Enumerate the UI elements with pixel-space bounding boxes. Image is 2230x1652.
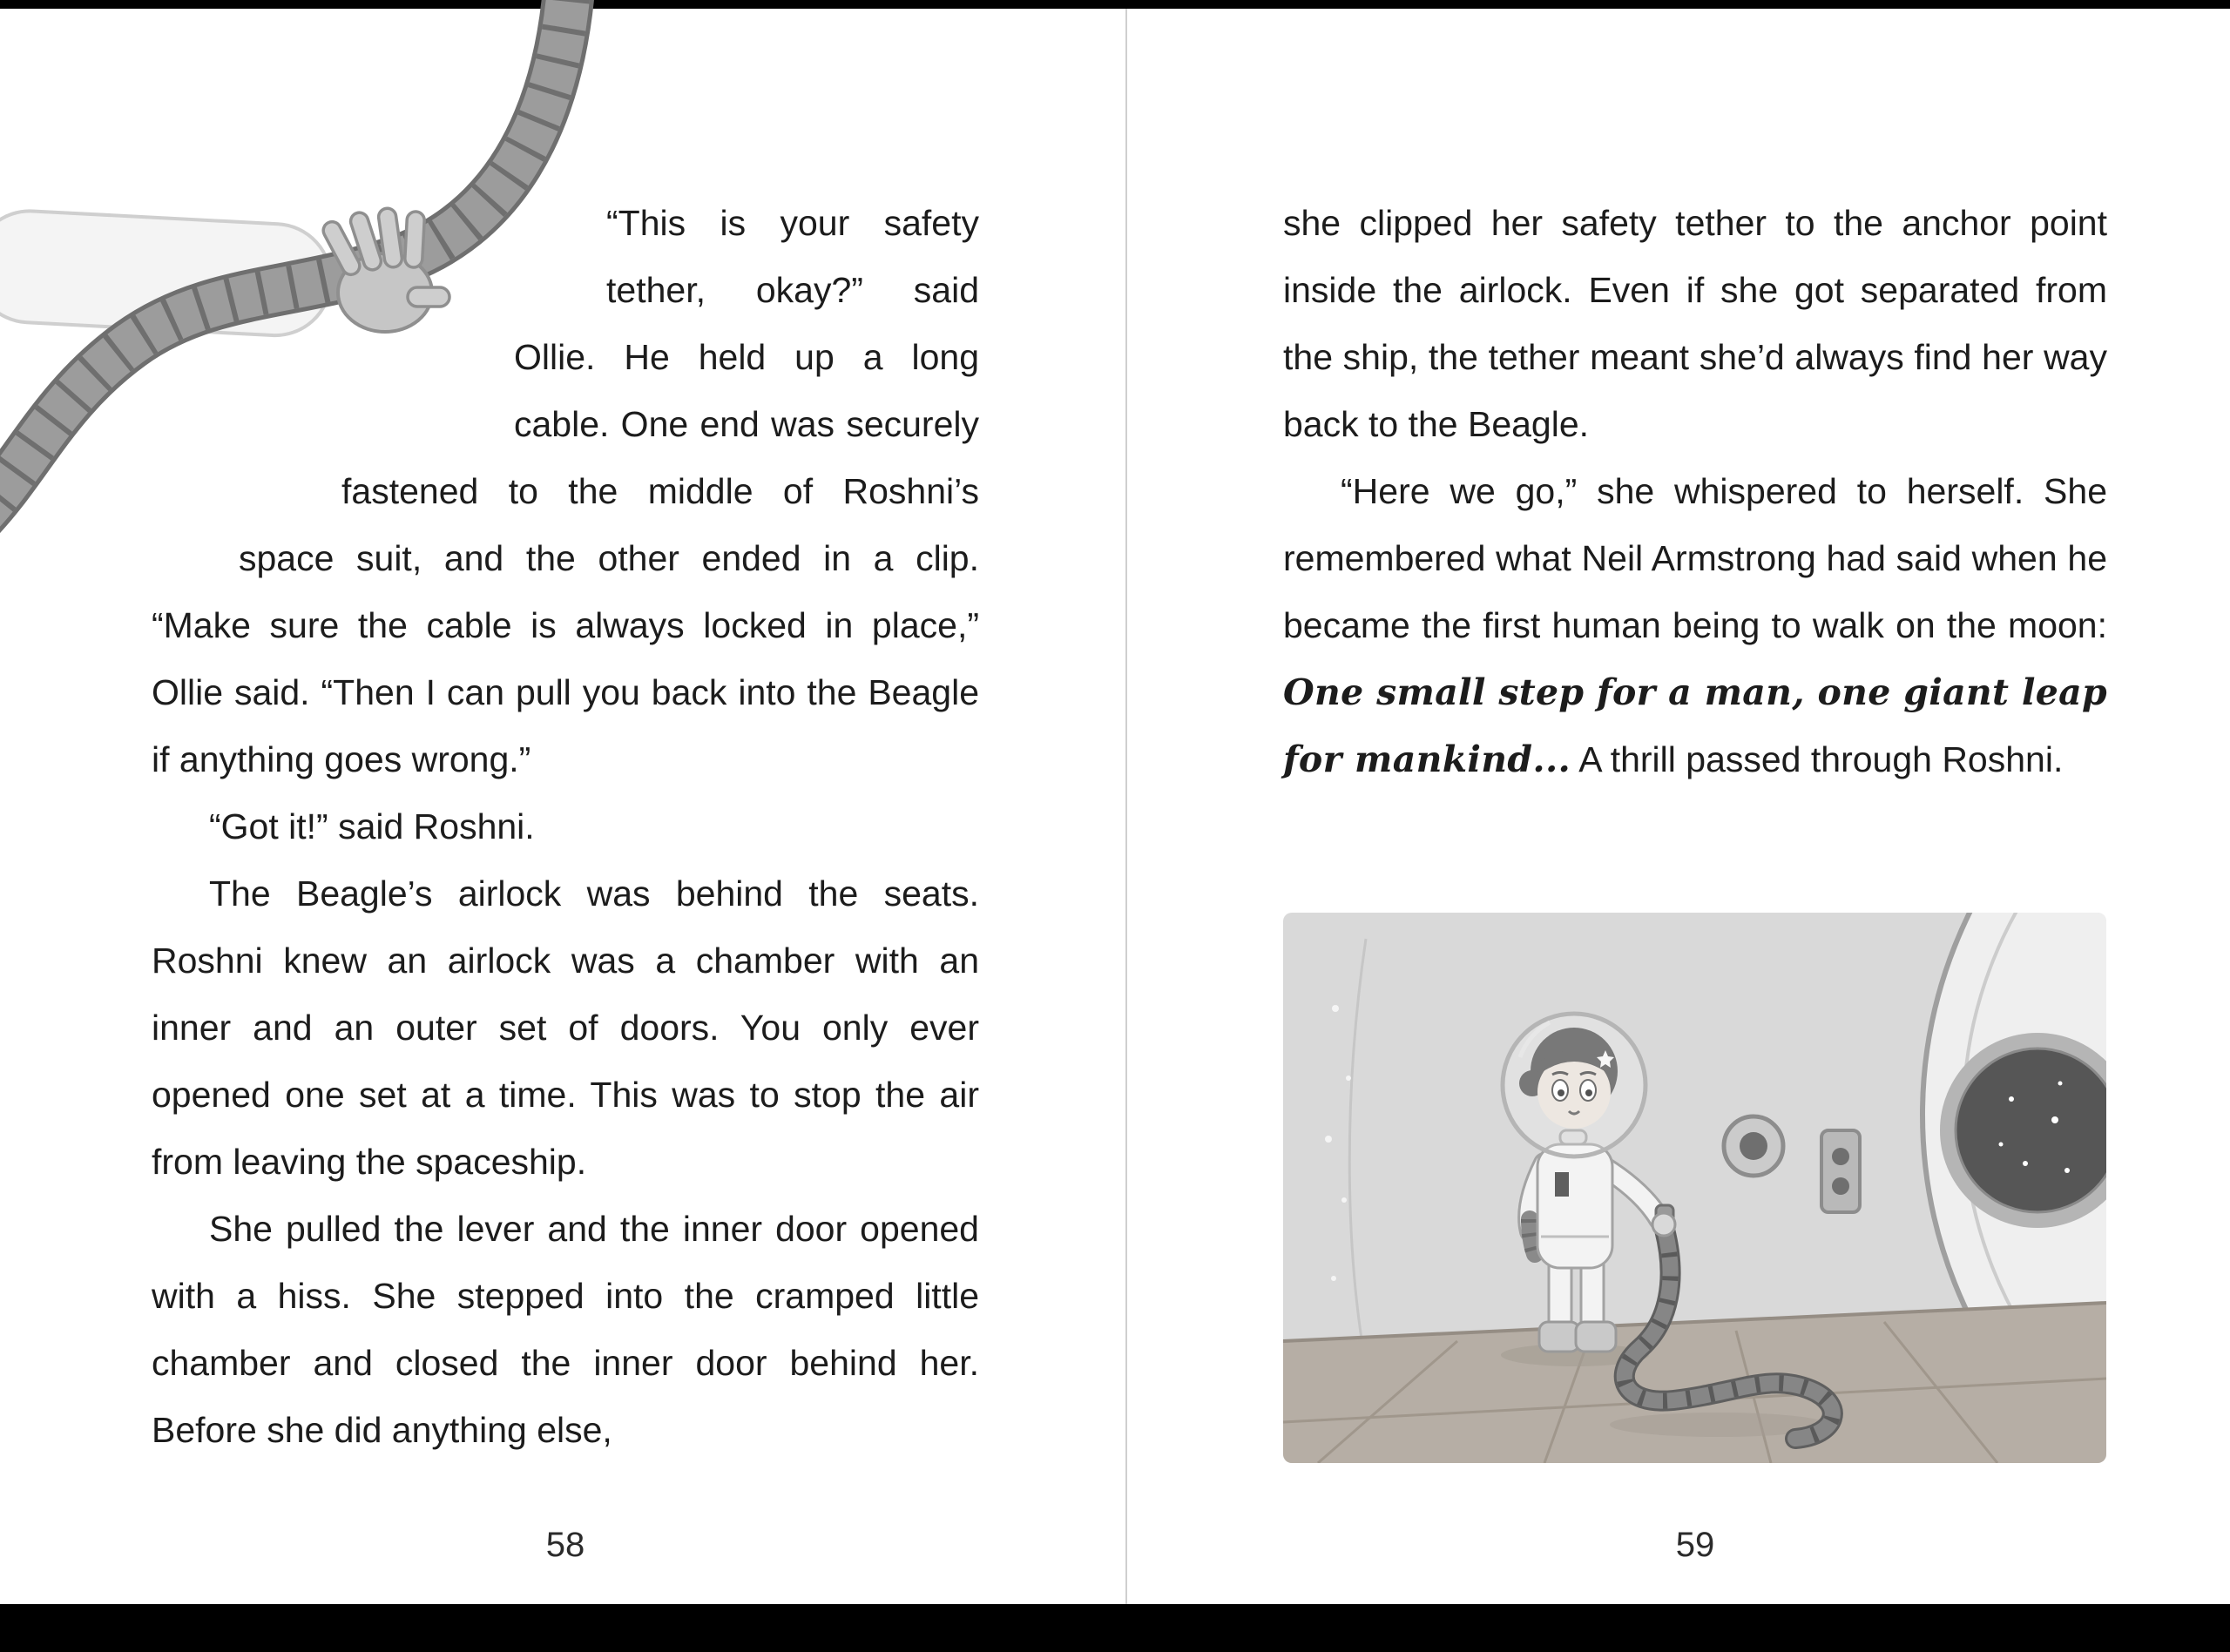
astronaut-chest-badge <box>1555 1172 1569 1197</box>
astronaut-right-boot <box>1576 1322 1616 1352</box>
photo-frame-top-bar <box>0 0 2230 9</box>
book-page-right <box>1127 9 2230 1604</box>
left-page-text-column <box>152 190 979 1464</box>
armstrong-quote: One small step for a man, one giant leap for mankind... <box>1283 671 2107 780</box>
photo-frame-bottom-bar <box>0 1604 2230 1652</box>
paragraph-clipped-tether: she clipped her safety tether to the anchor point inside the airlock. Even if she got separated from the ship, the tether meant she’d always find her way back to the Beagle. <box>1283 203 2107 444</box>
page-number-right: 59 <box>1675 1526 1715 1564</box>
paragraph-safety-tether: “This is your safety tether, okay?” said Ollie. He held up a long cable. One end was securely fastened to the middle of Roshni’s space suit, and the other ended in a clip. “Make sure the cable is always locked in place,” Ollie said. “Then I can pull you back into the Beagle if anything goes wrong.” <box>152 203 979 779</box>
control-panel <box>1821 1130 1860 1212</box>
page-number-left: 58 <box>545 1526 585 1564</box>
right-page-text-column <box>1283 190 2107 793</box>
book-page-left <box>0 9 1125 1604</box>
astronaut-torso <box>1537 1144 1612 1268</box>
astronaut-left-boot <box>1539 1322 1579 1352</box>
astronaut-right-hand <box>1652 1213 1675 1236</box>
anchor-point-socket <box>1724 1116 1783 1176</box>
astronaut-helmet <box>1503 1014 1645 1156</box>
paragraph-got-it: “Got it!” said Roshni. <box>209 806 535 846</box>
paragraph-here-we-go <box>1283 458 2107 793</box>
paragraph-here-we-go-end: A thrill passed through Roshni. <box>1571 739 2064 779</box>
airlock-illustration <box>1283 913 2106 1463</box>
paragraph-here-we-go-start: “Here we go,” she whispered to herself. She remembered what Neil Armstrong had said when he became the first human being to walk on the moon: <box>1283 471 2107 645</box>
paragraph-lever-inner-door: She pulled the lever and the inner door opened with a hiss. She stepped into the cramped little chamber and closed the inner door behind her. Before she did anything else, <box>152 1209 979 1450</box>
paragraph-airlock-explained: The Beagle’s airlock was behind the seats. Roshni knew an airlock was a chamber with an inner and an outer set of doors. You only ever opened one set at a time. This was to stop the air from leaving the spaceship. <box>152 873 979 1182</box>
